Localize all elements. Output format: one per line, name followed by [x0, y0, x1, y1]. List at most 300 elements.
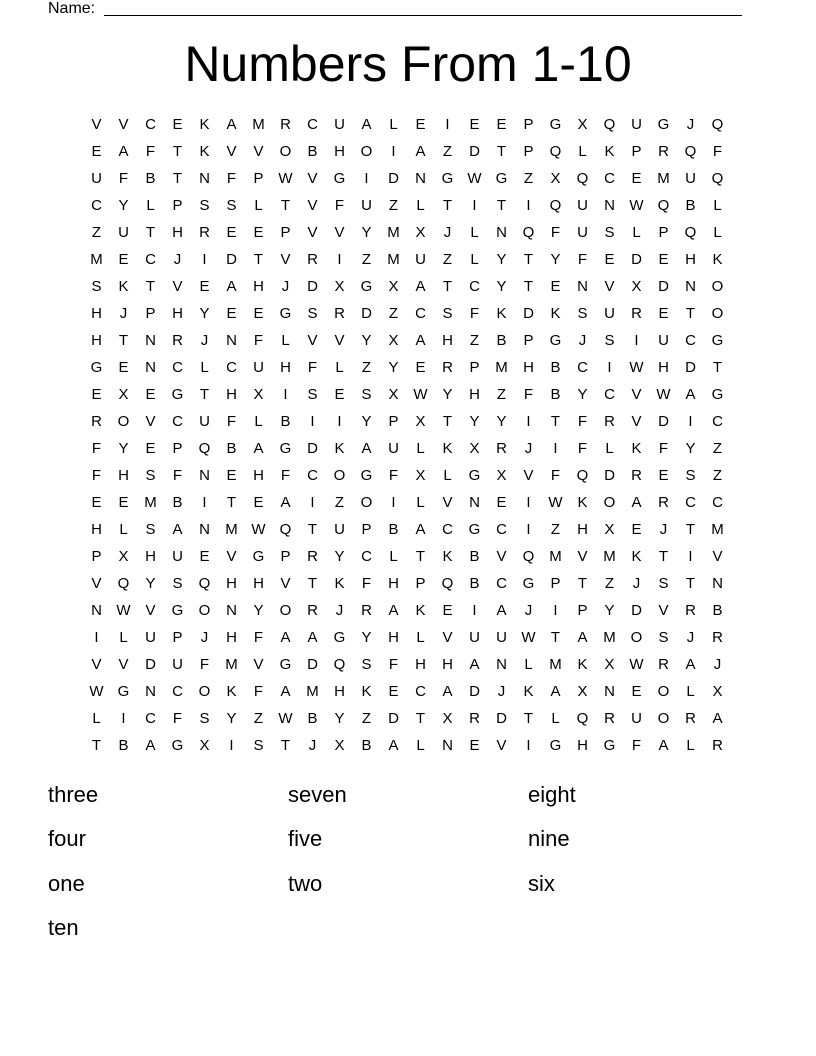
grid-letter: F [631, 737, 642, 754]
grid-letter: L [254, 197, 263, 214]
grid-letter: N [577, 278, 588, 295]
grid-letter: F [388, 467, 399, 484]
grid-letter: K [442, 440, 453, 457]
grid-letter: G [441, 170, 454, 187]
grid-letter: Q [333, 656, 346, 673]
grid-letter: T [658, 548, 669, 565]
grid-letter: O [198, 602, 211, 619]
grid-letter: Q [657, 197, 670, 214]
word-list-item: five [288, 826, 323, 852]
grid-letter: I [526, 413, 531, 430]
grid-letter: G [549, 332, 562, 349]
grid-letter: C [145, 251, 156, 268]
grid-letter: H [577, 521, 588, 538]
grid-letter: H [469, 386, 480, 403]
grid-letter: R [685, 602, 696, 619]
grid-letter: Z [469, 332, 480, 349]
grid-letter: S [577, 305, 588, 322]
grid-letter: N [145, 359, 156, 376]
grid-letter: Y [604, 602, 615, 619]
grid-letter: T [172, 170, 183, 187]
grid-letter: V [712, 548, 723, 565]
grid-letter: O [117, 413, 130, 430]
grid-letter: C [226, 359, 237, 376]
grid-letter: B [469, 575, 480, 592]
grid-letter: J [443, 224, 452, 241]
grid-letter: N [91, 602, 102, 619]
grid-letter: U [145, 629, 156, 646]
grid-letter: M [144, 494, 157, 511]
grid-letter: S [604, 224, 615, 241]
grid-letter: F [712, 143, 723, 160]
grid-letter: P [523, 143, 534, 160]
grid-letter: H [523, 359, 534, 376]
grid-letter: A [415, 278, 426, 295]
grid-letter: N [685, 278, 696, 295]
grid-letter: K [118, 278, 129, 295]
grid-letter: L [416, 737, 425, 754]
grid-letter: V [658, 602, 669, 619]
grid-letter: P [361, 521, 372, 538]
grid-letter: F [199, 656, 210, 673]
grid-letter: R [280, 116, 291, 133]
grid-letter: Z [712, 440, 723, 457]
grid-letter: C [307, 116, 318, 133]
grid-letter: D [685, 359, 696, 376]
grid-letter: A [496, 602, 507, 619]
word-list-item: one [48, 870, 85, 896]
grid-letter: D [658, 413, 669, 430]
grid-letter: E [658, 251, 669, 268]
grid-letter: F [145, 143, 156, 160]
grid-letter: W [89, 683, 104, 700]
grid-letter: J [200, 332, 209, 349]
grid-letter: Z [388, 305, 399, 322]
grid-letter: R [496, 440, 507, 457]
grid-letter: J [281, 278, 290, 295]
grid-letter: O [711, 305, 724, 322]
grid-letter: Y [577, 386, 588, 403]
grid-letter: R [685, 710, 696, 727]
grid-letter: I [94, 629, 99, 646]
grid-letter: Q [684, 224, 697, 241]
grid-letter: O [630, 629, 643, 646]
grid-letter: H [388, 629, 399, 646]
grid-letter: G [279, 305, 292, 322]
grid-letter: J [524, 602, 533, 619]
grid-letter: J [119, 305, 128, 322]
grid-letter: Q [198, 440, 211, 457]
grid-letter: E [226, 224, 237, 241]
grid-letter: N [415, 170, 426, 187]
grid-letter: R [658, 143, 669, 160]
grid-letter: X [577, 116, 588, 133]
grid-letter: L [551, 710, 560, 727]
grid-letter: I [526, 737, 531, 754]
grid-letter: X [118, 548, 129, 565]
grid-letter: I [364, 170, 369, 187]
grid-letter: T [712, 359, 723, 376]
word-list-item: six [528, 870, 555, 896]
grid-letter: D [658, 278, 669, 295]
grid-letter: B [388, 521, 399, 538]
grid-letter: A [415, 521, 426, 538]
name-label: Name: [48, 0, 96, 17]
grid-letter: P [523, 332, 534, 349]
grid-letter: E [631, 521, 642, 538]
grid-letter: T [442, 197, 453, 214]
grid-letter: I [283, 386, 288, 403]
grid-letter: N [604, 197, 615, 214]
word-list-item: three [48, 782, 99, 807]
grid-letter: U [577, 224, 588, 241]
grid-letter: V [118, 116, 129, 133]
grid-letter: S [145, 521, 156, 538]
grid-letter: L [686, 737, 695, 754]
grid-letter: P [280, 224, 291, 241]
grid-letter: J [524, 440, 533, 457]
grid-letter: C [145, 116, 156, 133]
grid-letter: X [442, 710, 453, 727]
grid-letter: E [631, 170, 642, 187]
grid-letter: H [685, 251, 696, 268]
grid-letter: H [91, 521, 102, 538]
grid-letter: L [578, 143, 587, 160]
grid-letter: R [307, 251, 318, 268]
word-list-item: seven [288, 782, 347, 807]
grid-letter: W [629, 359, 644, 376]
grid-letter: H [91, 332, 102, 349]
grid-letter: N [496, 224, 507, 241]
grid-letter: I [310, 413, 315, 430]
grid-letter: C [496, 521, 507, 538]
grid-letter: M [549, 548, 562, 565]
word-list-item: eight [528, 782, 576, 807]
grid-letter: D [307, 278, 318, 295]
grid-letter: P [145, 305, 156, 322]
grid-letter: R [658, 656, 669, 673]
grid-letter: V [226, 143, 237, 160]
grid-letter: T [91, 737, 102, 754]
grid-letter: B [685, 197, 696, 214]
grid-letter: F [577, 251, 588, 268]
grid-letter: Z [496, 386, 507, 403]
grid-letter: N [496, 656, 507, 673]
grid-letter: S [361, 386, 372, 403]
grid-letter: Y [442, 386, 453, 403]
grid-letter: G [333, 629, 346, 646]
grid-letter: G [171, 737, 184, 754]
grid-letter: C [712, 413, 723, 430]
grid-letter: Y [334, 548, 345, 565]
grid-letter: W [278, 170, 293, 187]
grid-letter: B [307, 143, 318, 160]
grid-letter: E [334, 386, 345, 403]
grid-letter: I [310, 494, 315, 511]
grid-letter: X [334, 278, 345, 295]
grid-letter: B [172, 494, 183, 511]
grid-letter: P [253, 170, 264, 187]
grid-letter: S [307, 386, 318, 403]
grid-letter: V [604, 278, 615, 295]
grid-letter: V [631, 413, 642, 430]
grid-letter: D [361, 305, 372, 322]
grid-letter: D [469, 683, 480, 700]
grid-letter: C [91, 197, 102, 214]
grid-letter: Q [117, 575, 130, 592]
grid-letter: M [306, 683, 319, 700]
grid-letter: Y [496, 251, 507, 268]
grid-letter: P [91, 548, 102, 565]
grid-letter: H [172, 305, 183, 322]
grid-letter: N [199, 170, 210, 187]
grid-letter: G [117, 683, 130, 700]
grid-letter: D [523, 305, 534, 322]
grid-letter: H [577, 737, 588, 754]
grid-letter: V [145, 602, 156, 619]
grid-letter: T [685, 521, 696, 538]
grid-letter: B [145, 170, 156, 187]
grid-letter: F [577, 440, 588, 457]
grid-letter: X [388, 332, 399, 349]
grid-letter: L [335, 359, 344, 376]
grid-letter: L [281, 332, 290, 349]
grid-letter: E [253, 494, 264, 511]
grid-letter: J [713, 656, 722, 673]
grid-letter: R [307, 548, 318, 565]
grid-letter: C [145, 710, 156, 727]
grid-letter: T [550, 413, 561, 430]
grid-letter: L [443, 467, 452, 484]
grid-letter: P [577, 602, 588, 619]
grid-letter: O [279, 143, 292, 160]
grid-letter: G [711, 332, 724, 349]
grid-letter: P [415, 575, 426, 592]
grid-letter: U [91, 170, 102, 187]
grid-letter: A [361, 116, 372, 133]
grid-letter: W [116, 602, 131, 619]
grid-letter: J [659, 521, 668, 538]
grid-letter: V [307, 197, 318, 214]
grid-letter: I [202, 251, 207, 268]
grid-letter: M [252, 116, 265, 133]
grid-letter: T [280, 197, 291, 214]
grid-letter: X [388, 278, 399, 295]
grid-letter: L [389, 548, 398, 565]
grid-letter: D [388, 170, 399, 187]
grid-letter: H [334, 683, 345, 700]
grid-letter: G [252, 548, 265, 565]
grid-letter: F [91, 467, 102, 484]
grid-letter: I [607, 359, 612, 376]
grid-letter: Z [334, 494, 345, 511]
word-list-item: ten [48, 915, 79, 941]
grid-letter: T [415, 710, 426, 727]
grid-letter: J [173, 251, 182, 268]
grid-letter: P [172, 197, 183, 214]
grid-letter: J [200, 629, 209, 646]
grid-letter: R [442, 359, 453, 376]
grid-letter: V [334, 224, 345, 241]
grid-letter: G [279, 656, 292, 673]
grid-letter: E [658, 467, 669, 484]
grid-letter: N [145, 683, 156, 700]
grid-letter: U [631, 116, 642, 133]
grid-letter: F [172, 467, 183, 484]
grid-letter: E [226, 305, 237, 322]
grid-letter: C [685, 332, 696, 349]
grid-letter: C [712, 494, 723, 511]
grid-letter: I [526, 197, 531, 214]
grid-letter: L [389, 116, 398, 133]
grid-letter: L [416, 629, 425, 646]
grid-letter: D [604, 467, 615, 484]
grid-letter: A [712, 710, 723, 727]
grid-letter: W [629, 197, 644, 214]
grid-letter: Q [441, 575, 454, 592]
grid-letter: U [496, 629, 507, 646]
grid-letter: B [712, 602, 723, 619]
grid-letter: K [442, 548, 453, 565]
grid-letter: M [225, 656, 238, 673]
letter-grid [83, 111, 731, 759]
grid-letter: A [685, 656, 696, 673]
grid-letter: H [91, 305, 102, 322]
grid-letter: S [199, 197, 210, 214]
grid-letter: H [442, 332, 453, 349]
grid-letter: U [334, 116, 345, 133]
grid-letter: F [253, 332, 264, 349]
grid-letter: F [253, 683, 264, 700]
grid-letter: U [415, 251, 426, 268]
grid-letter: C [172, 683, 183, 700]
grid-letter: G [360, 467, 373, 484]
grid-letter: A [388, 602, 399, 619]
grid-letter: W [548, 494, 563, 511]
grid-letter: H [415, 656, 426, 673]
grid-letter: J [578, 332, 587, 349]
grid-letter: F [388, 656, 399, 673]
grid-letter: H [253, 467, 264, 484]
grid-letter: X [631, 278, 642, 295]
grid-letter: P [172, 629, 183, 646]
grid-letter: T [442, 413, 453, 430]
grid-letter: S [253, 737, 264, 754]
grid-letter: S [199, 710, 210, 727]
grid-letter: V [91, 656, 102, 673]
grid-letter: A [415, 143, 426, 160]
grid-letter: T [523, 710, 534, 727]
grid-letter: R [631, 467, 642, 484]
grid-letter: X [550, 170, 561, 187]
grid-letter: X [118, 386, 129, 403]
grid-letter: E [496, 116, 507, 133]
grid-letter: Q [576, 710, 589, 727]
grid-letter: V [280, 251, 291, 268]
grid-letter: E [91, 494, 102, 511]
grid-letter: D [307, 656, 318, 673]
grid-letter: G [495, 170, 508, 187]
grid-letter: H [226, 575, 237, 592]
grid-letter: I [688, 413, 693, 430]
grid-letter: I [391, 143, 396, 160]
grid-letter: H [226, 629, 237, 646]
grid-letter: E [442, 602, 453, 619]
grid-letter: E [604, 251, 615, 268]
grid-letter: K [712, 251, 723, 268]
grid-letter: N [226, 602, 237, 619]
grid-letter: I [121, 710, 126, 727]
grid-letter: K [226, 683, 237, 700]
grid-letter: Q [198, 575, 211, 592]
grid-letter: E [118, 359, 129, 376]
grid-letter: K [631, 440, 642, 457]
grid-letter: B [361, 737, 372, 754]
grid-letter: C [415, 305, 426, 322]
grid-letter: M [90, 251, 103, 268]
grid-letter: T [523, 278, 534, 295]
grid-letter: T [442, 278, 453, 295]
grid-letter: E [388, 683, 399, 700]
grid-letter: Y [361, 332, 372, 349]
grid-letter: Q [549, 197, 562, 214]
grid-letter: I [445, 116, 450, 133]
grid-letter: F [226, 413, 237, 430]
grid-letter: P [631, 143, 642, 160]
grid-letter: I [472, 602, 477, 619]
grid-letter: Z [604, 575, 615, 592]
grid-letter: E [118, 251, 129, 268]
grid-letter: V [307, 224, 318, 241]
grid-letter: R [631, 305, 642, 322]
grid-letter: Y [145, 575, 156, 592]
grid-letter: A [226, 116, 237, 133]
grid-letter: F [577, 413, 588, 430]
grid-letter: I [391, 494, 396, 511]
grid-letter: D [631, 602, 642, 619]
grid-letter: Z [388, 197, 399, 214]
grid-letter: H [334, 143, 345, 160]
grid-letter: C [172, 413, 183, 430]
grid-letter: F [361, 575, 372, 592]
grid-letter: F [550, 467, 561, 484]
grid-letter: M [549, 656, 562, 673]
grid-letter: A [280, 494, 291, 511]
grid-letter: O [279, 602, 292, 619]
grid-letter: A [172, 521, 183, 538]
grid-letter: M [711, 521, 724, 538]
grid-letter: L [416, 494, 425, 511]
grid-letter: K [604, 143, 615, 160]
grid-letter: L [470, 224, 479, 241]
grid-letter: L [416, 197, 425, 214]
grid-letter: O [198, 683, 211, 700]
grid-letter: G [90, 359, 103, 376]
grid-letter: X [604, 521, 615, 538]
grid-letter: E [145, 440, 156, 457]
grid-letter: M [603, 629, 616, 646]
grid-letter: S [226, 197, 237, 214]
grid-letter: Z [523, 170, 534, 187]
grid-letter: P [550, 575, 561, 592]
grid-letter: G [603, 737, 616, 754]
grid-letter: A [307, 629, 318, 646]
grid-letter: H [226, 386, 237, 403]
grid-letter: M [603, 548, 616, 565]
grid-letter: V [172, 278, 183, 295]
grid-letter: X [604, 656, 615, 673]
grid-letter: Y [388, 359, 399, 376]
